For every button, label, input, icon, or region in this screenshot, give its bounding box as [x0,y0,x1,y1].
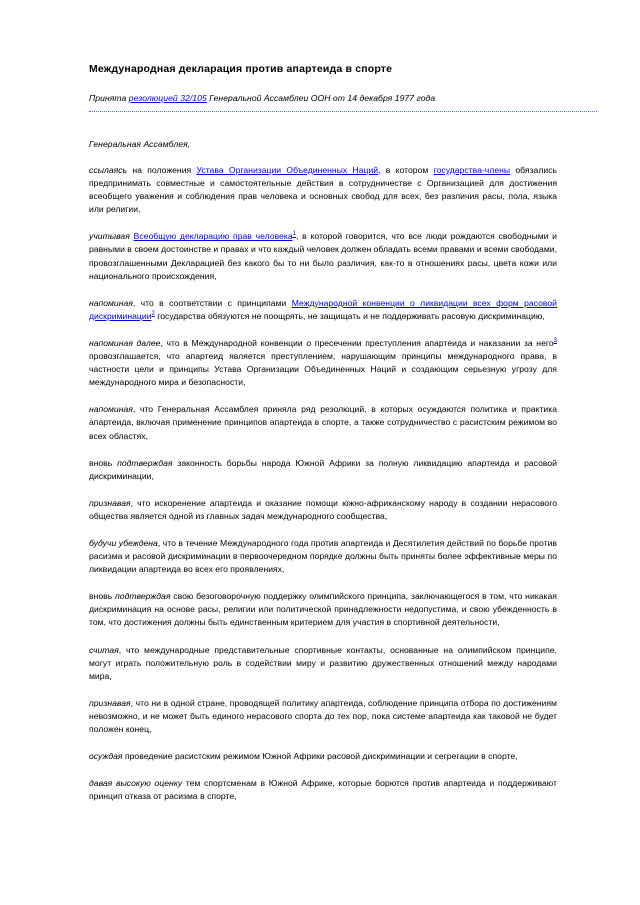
document-paragraph [89,497,557,523]
document-paragraph [89,697,557,736]
paragraph-lead: ссылаясь [89,165,128,175]
paragraph-list [89,164,557,803]
paragraph-text: обязались предпринимать совместные и самостоятельные действия в сотрудничестве с Организацией для достижения всеобщего уважения и соблюдения прав человека и основных свобод для всех, без различия расы, пола, языка или религии, [89,165,558,215]
inline-reference-link[interactable]: Устава Организации Объединенных Наций [196,165,379,175]
document-subtitle [89,92,557,104]
resolution-link[interactable]: резолюцией 32/105 [128,93,207,103]
paragraph-text: проведение расистским режимом Южной Африки расовой дискриминации и сегрегации в спорте, [122,751,518,762]
paragraph-text: тем спортсменам в Южной Африке, которые борются против апартеида и поддерживают принцип отказа от расизма в спорте, [89,778,557,802]
document-paragraph [89,457,557,483]
document-paragraph [89,403,557,442]
paragraph-text: , что искоренение апартеида и оказание помощи южно-африканскому народу в создании нерасового общества является одной из главных задач международного сообщества, [89,497,557,521]
paragraph-text: , что Генеральная Ассамблея приняла ряд резолюций, в которых осуждаются политика и практика апартеида, включая применение принципов апартеида в спорте, а также сотрудничество с расистским режимом во всех областях, [89,404,557,441]
document-body [89,63,557,803]
footnote-marker[interactable]: 1 [292,231,296,238]
paragraph-lead: подтверждая [117,457,173,468]
footnote-marker[interactable]: 3 [553,338,557,345]
paragraph-lead: будучи убеждена [89,537,158,548]
paragraph-lead: давая высокую оценку [89,778,183,789]
page-title: Международная декларация против апартеида в спорте [89,63,393,75]
paragraph-text: провозглашается, что апартеид является преступлением, нарушающим принципы международного права, в частности цели и принципы Устава Организации Объединенных Наций и создающим серьезную угрозу для международного мира и безопасности, [89,351,557,388]
footnote-marker[interactable]: 2 [151,310,155,317]
salutation: Генеральная Ассамблея, [89,139,191,149]
paragraph-lead: признавая [89,497,131,508]
paragraph-lead-prefix: вновь [89,591,116,602]
paragraph-text: , в котором [378,165,434,175]
document-paragraph [89,230,557,282]
paragraph-lead: осуждая [89,751,123,762]
paragraph-text: на положения [127,165,197,175]
paragraph-text: , что ни в одной стране, проводящей политику апартеида, соблюдение принципа отбора по достижениям невозможно, и не может быть единого нерасового спорта до тех пор, пока системе апартеида как таковой не будет положен конец, [89,697,557,734]
paragraph-lead: напоминая далее [89,337,161,348]
document-paragraph [89,644,557,683]
inline-reference-link[interactable]: государства-члены [433,165,511,175]
paragraph-text: , что в соответствии с принципами [132,297,292,308]
section-divider [89,111,597,112]
document-paragraph [89,337,557,389]
document-paragraph [89,537,557,576]
paragraph-lead: считая [89,644,119,655]
paragraph-lead: учитывая [89,231,130,242]
subtitle-suffix: Генеральной Ассамблеи ООН от 14 декабря 1977 года [206,93,436,103]
paragraph-text: , что в Международной конвенции о пресечении преступления апартеида и наказании за него [160,337,554,348]
document-paragraph [89,297,557,323]
document-paragraph [89,777,557,803]
document-paragraph [89,590,557,629]
paragraph-text: , что международные представительные спортивные контакты, основанные на олимпийском принципе, могут играть положительную роль в содействии миру и развитию дружественных отношений между народами мира, [89,644,557,681]
document-paragraph [89,164,557,216]
paragraph-text: , в которой говорится, что все люди рождаются свободными и равными в своем достоинстве и правах и что каждый человек должен обладать всеми правами и всеми свободами, провозглашенными Декларацией без какого бы то ни было различия, как-то в отношениях расы, цвета кожи или национального происхождения, [89,231,557,281]
inline-reference-link[interactable]: Международной конвенции о ликвидации всех форм расовой дискриминации [89,297,557,321]
paragraph-text: государства обязуются не поощрять, не защищать и не поддерживать расовую дискриминацию, [154,310,545,321]
paragraph-lead-prefix: вновь [89,457,118,468]
inline-reference-link[interactable]: Всеобщую декларацию прав человека [133,231,293,242]
subtitle-prefix: Принята [89,93,129,103]
paragraph-lead: напоминая [89,297,133,308]
document-paragraph [89,750,557,763]
paragraph-text: , что в течение Международного года против апартеида и Десятилетия действий по борьбе против расизма и расовой дискриминации в первоочередном порядке должны быть приняты более эффективные меры по ликвидации апартеида во всех его проявлениях, [89,537,557,575]
paragraph-lead: подтверждая [115,591,171,602]
paragraph-lead: признавая [89,697,131,708]
paragraph-text: законность борьбы народа Южной Африки за полную ликвидацию апартеида и расовой дискриминации, [89,457,557,481]
paragraph-text: свою безоговорочную поддержку олимпийского принципа, заключающегося в том, что никакая дискриминация на основе расы, религии или политической принадлежности недопустима, и свою убежденность в том, что достижения должны быть единственным критерием для участия в спортивной деятельности, [89,591,557,628]
paragraph-lead: напоминая [89,404,133,415]
